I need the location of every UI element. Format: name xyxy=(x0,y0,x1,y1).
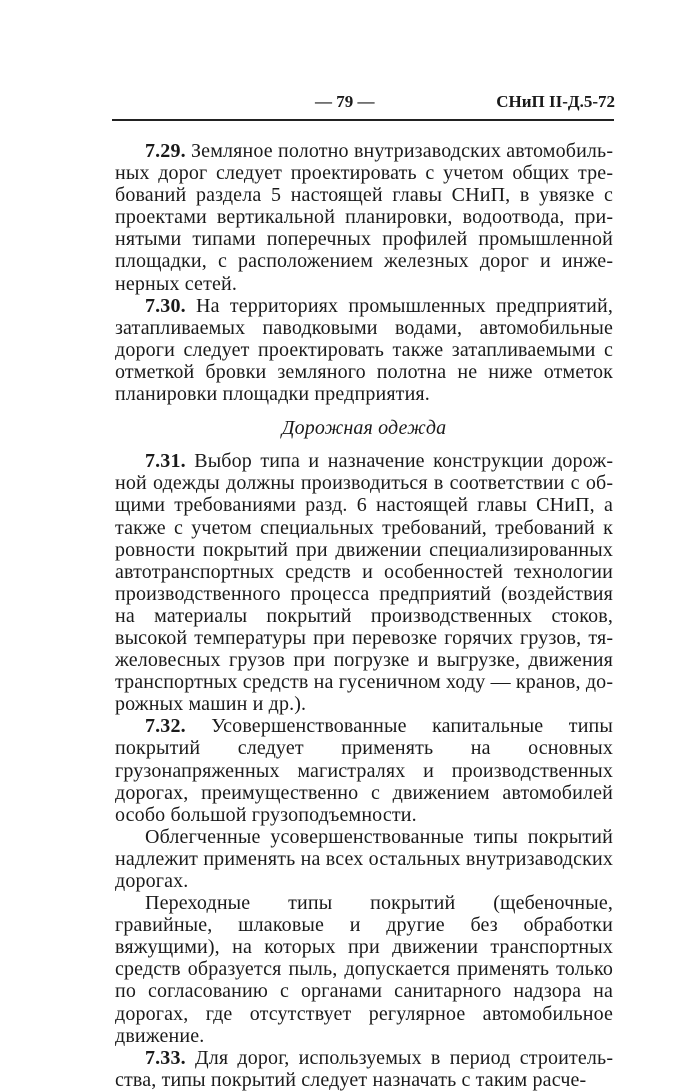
page-header xyxy=(110,92,615,116)
paragraph-7-32 xyxy=(115,715,613,825)
paragraph-text: Усовершенствованные капитальные типы покрытий следует применять на основных грузонапряженных магистралях и производственных дорогах, преимущественно с движением автомобилей особо большой грузоподъемности. xyxy=(115,715,613,826)
paragraph-7-29 xyxy=(115,140,613,295)
paragraph-number: 7.31. xyxy=(145,450,186,473)
paragraph-text: Облегченные усовершенствованные типы покрытий надлежит применять на всех остальных внутризаводских дорогах. xyxy=(115,825,613,892)
paragraph-text: Выбор типа и назначение конструкции дорожной одежды должны производиться в соответствии с общими требованиями разд. 6 настоящей главы СНиП, а также с учетом специальных требований, требований к ровности покрытий при движении специализированных автотранспортных средств и особенностей технологии производственного процесса предприятий (воздействия на материалы покрытий производственных стоков, высокой температуры при перевозке горячих грузов, тяжеловесных грузов при погрузке и выгрузке, движения транспортных средств на гусеничном ходу — кранов, дорожных машин и др.). xyxy=(115,450,613,716)
paragraph-transitional-pavements xyxy=(115,892,613,1047)
page-body xyxy=(115,140,613,1091)
paragraph-number: 7.33. xyxy=(145,1046,186,1069)
paragraph-7-30 xyxy=(115,295,613,405)
page-number: — 79 — xyxy=(315,92,375,111)
paragraph-text: Для дорог, используемых в период строительства, типы покрытий следует назначать с таким расче- xyxy=(115,1046,613,1091)
paragraph-7-33 xyxy=(115,1047,613,1091)
header-divider xyxy=(112,119,614,121)
paragraph-number: 7.29. xyxy=(145,140,186,162)
paragraph-number: 7.30. xyxy=(145,294,186,317)
document-code: СНиП II-Д.5-72 xyxy=(496,92,615,111)
paragraph-text: Земляное полотно внутризаводских автомобильных дорог следует проектировать с учетом общих требований раздела 5 настоящей главы СНиП, в увязке с проектами вертикальной планировки, водоотвода, принятыми типами поперечных профилей промышленной площадки, с расположением железных дорог и инженерных сетей. xyxy=(115,140,613,295)
paragraph-text: На территориях промышленных предприятий, затапливаемых паводковыми водами, автомобильные дороги следует проектировать также затапливаемыми с отметкой бровки земляного полотна не ниже отметок планировки площадки предприятия. xyxy=(115,294,613,406)
paragraph-lightweight-pavements xyxy=(115,826,613,892)
paragraph-7-31 xyxy=(115,450,613,715)
section-heading: Дорожная одежда xyxy=(281,417,447,440)
paragraph-number: 7.32. xyxy=(145,715,186,738)
paragraph-text: Переходные типы покрытий (щебеночные, гравийные, шлаковые и другие без обработки вяжущими), на которых при движении транспортных средств образуется пыль, допускается применять только по согласованию с органами санитарного надзора на дорогах, где отсутствует регулярное автомобильное движение. xyxy=(115,892,613,1047)
